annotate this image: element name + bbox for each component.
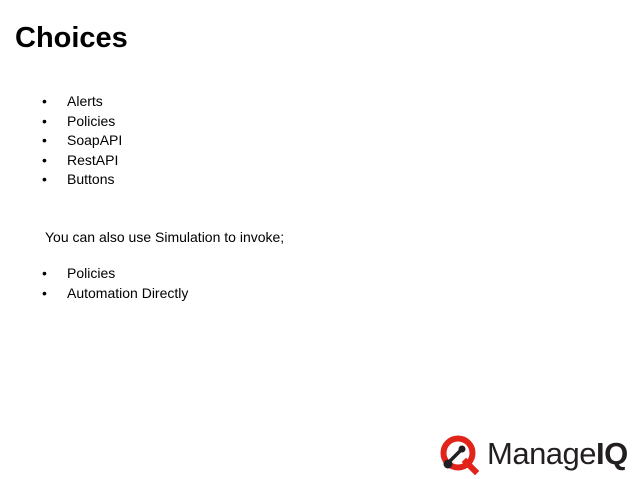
manageiq-logo — [437, 432, 628, 476]
choices-list — [42, 92, 122, 190]
bullet-icon: • — [42, 151, 47, 168]
list-item — [42, 170, 122, 190]
logo-wordmark: ManageIQ — [487, 436, 628, 471]
list-item — [42, 151, 122, 171]
list-item — [42, 112, 122, 132]
bullet-icon: • — [42, 132, 47, 148]
list-item — [42, 284, 188, 304]
list-item-label: Alerts — [67, 93, 103, 109]
list-item — [42, 92, 122, 112]
bullet-icon: • — [42, 93, 47, 109]
simulation-intro-text: You can also use Simulation to invoke; — [45, 229, 285, 245]
slide-title: Choices — [15, 22, 128, 54]
list-item-label: Automation Directly — [67, 284, 189, 301]
manageiq-logo-icon — [437, 433, 479, 475]
list-item-label: Policies — [67, 265, 116, 281]
bullet-icon: • — [42, 265, 47, 281]
simulation-list — [42, 264, 188, 303]
bullet-icon: • — [42, 112, 47, 129]
bullet-icon: • — [42, 171, 47, 187]
list-item — [42, 131, 122, 151]
list-item-label: Buttons — [67, 171, 115, 187]
bullet-icon: • — [42, 284, 47, 301]
list-item-label: SoapAPI — [67, 132, 123, 148]
list-item-label: RestAPI — [67, 151, 119, 168]
list-item-label: Policies — [67, 112, 116, 129]
list-item — [42, 264, 188, 284]
